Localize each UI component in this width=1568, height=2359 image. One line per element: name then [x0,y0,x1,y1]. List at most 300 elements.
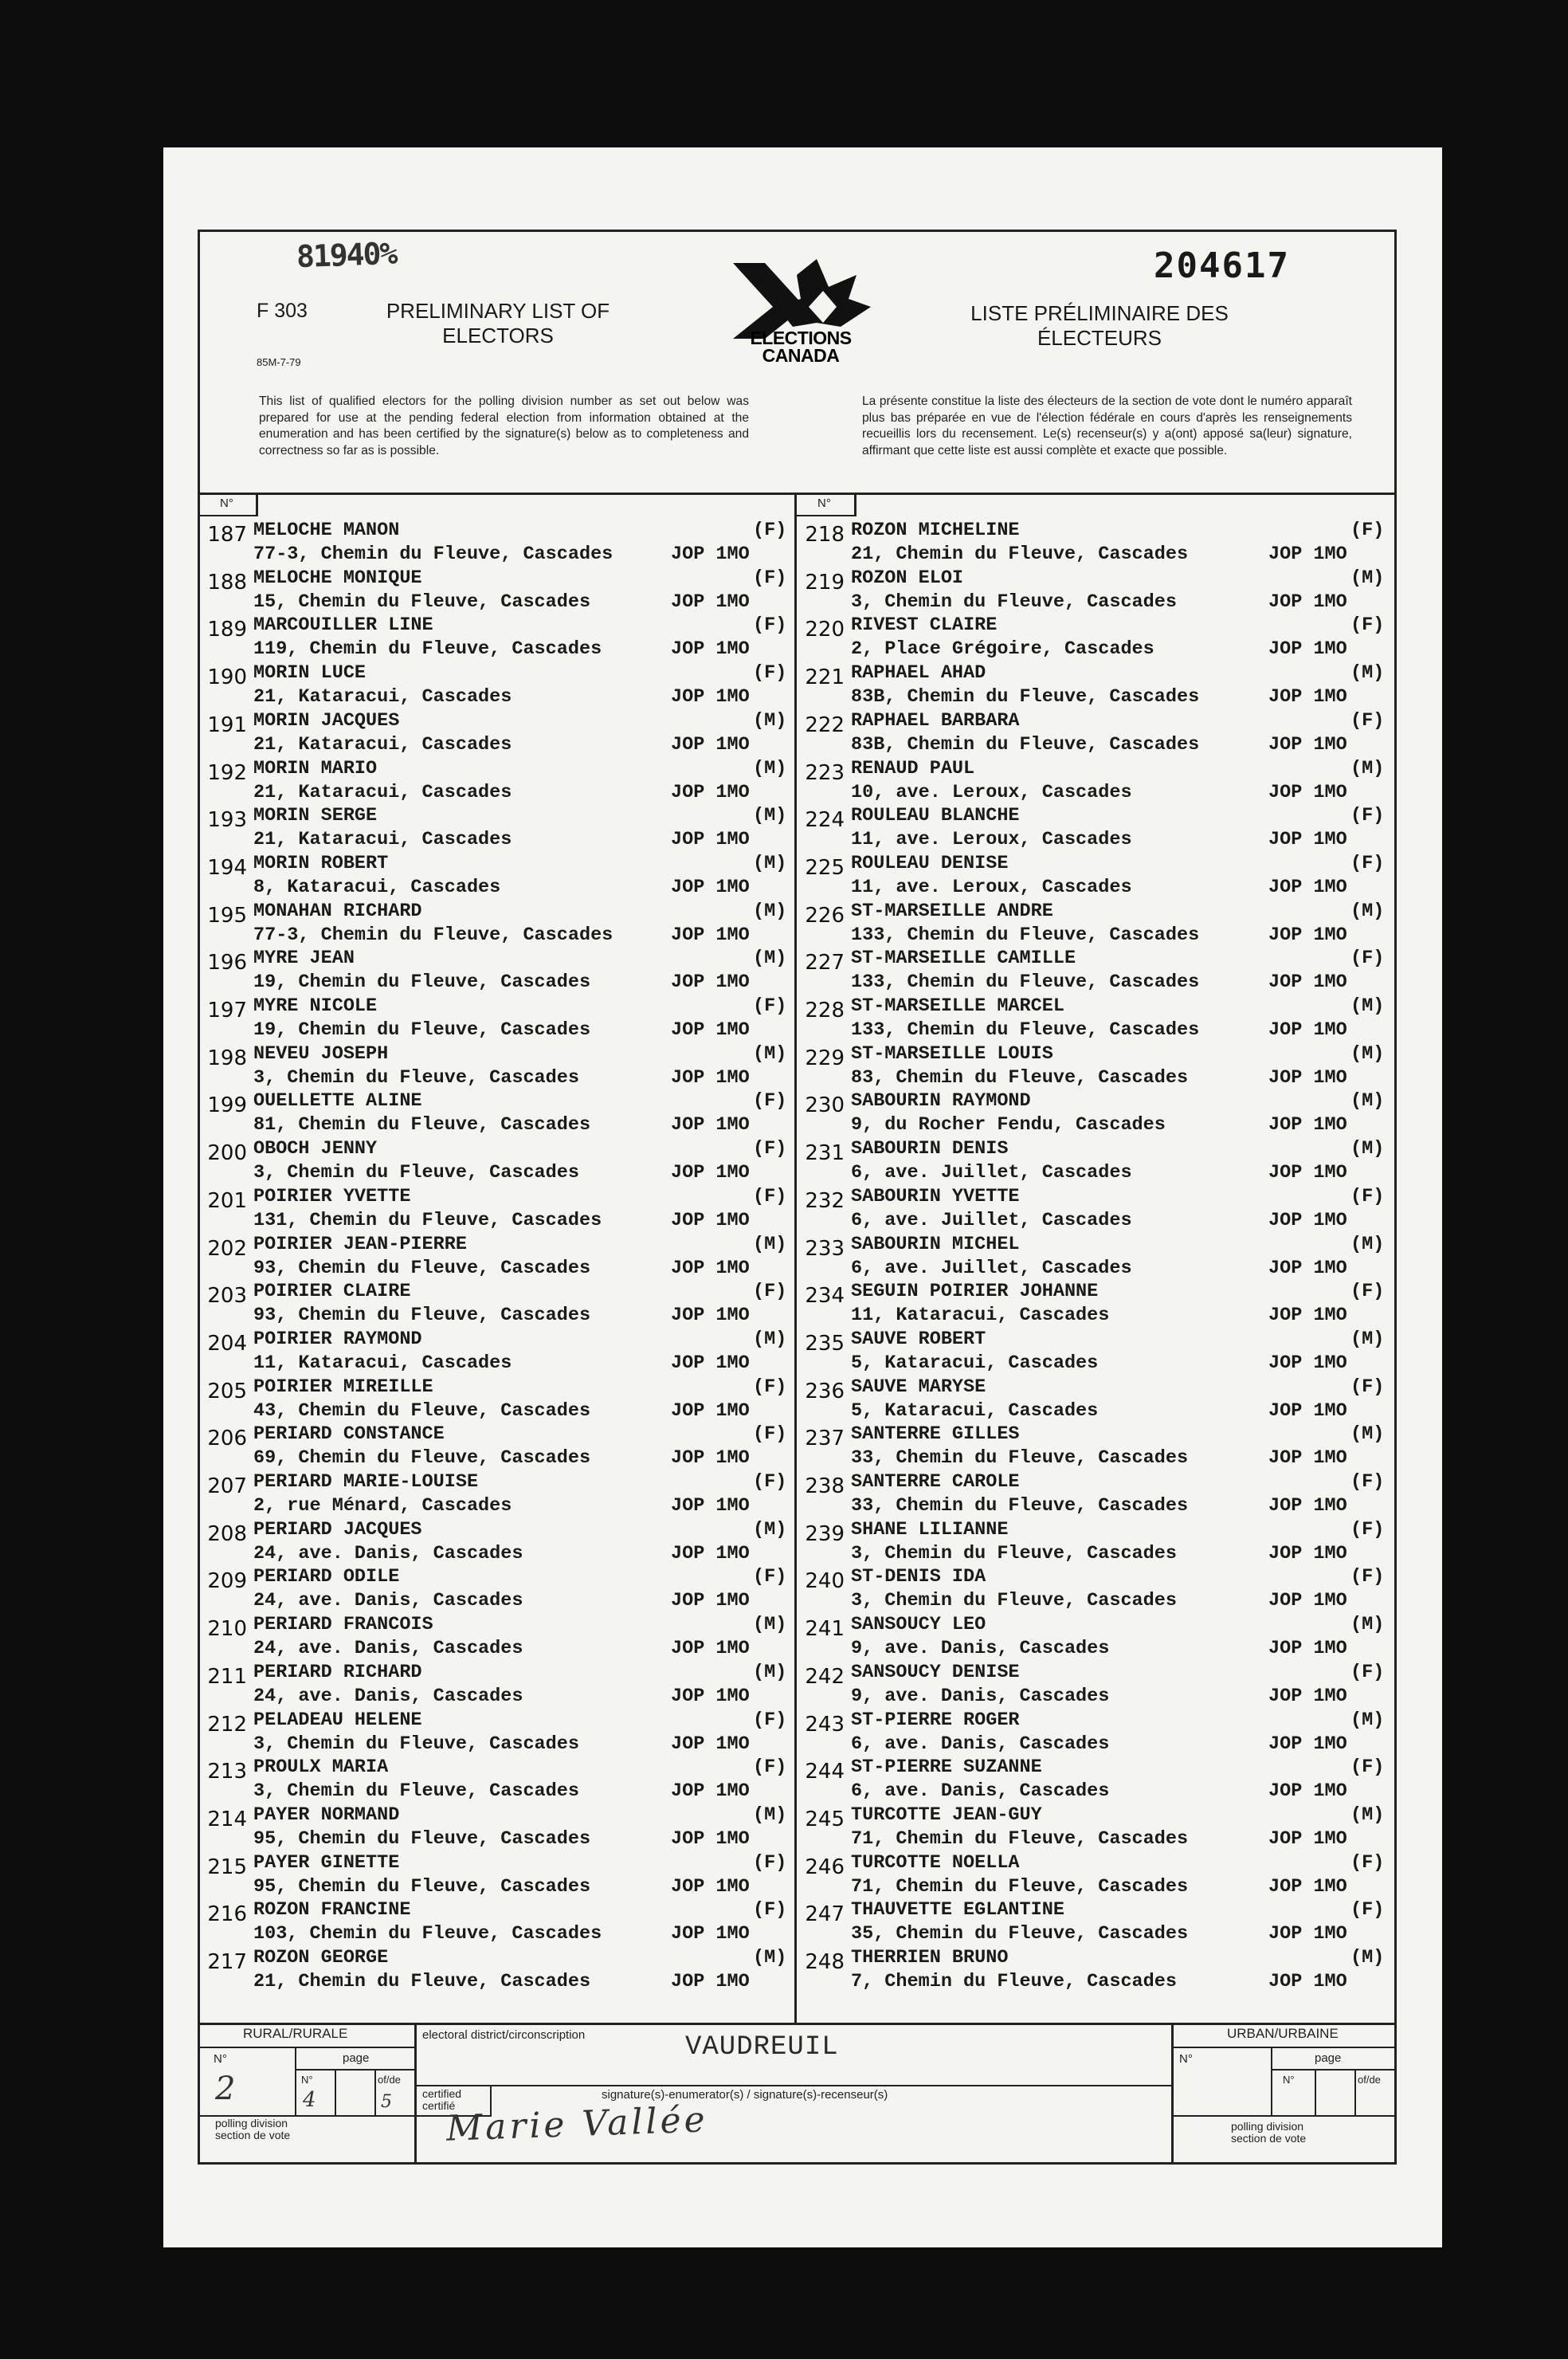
elector-postal-code: JOP 1MO [1268,1638,1347,1660]
elector-name: RENAUD PAUL [851,757,975,779]
elector-address: 6, ave. Danis, Cascades [851,1733,1110,1755]
elector-number: 220 [805,618,845,642]
elector-name: SAUVE ROBERT [851,1328,986,1350]
elector-address: 9, ave. Danis, Cascades [851,1638,1110,1660]
elector-sex: (F) [1350,1756,1385,1779]
elector-sex: (M) [1350,995,1385,1017]
elector-sex: (F) [753,520,787,541]
rural-page-handwritten: 4 [303,2088,316,2112]
elector-sex: (M) [1350,1947,1385,1968]
elector-sex: (F) [753,1709,787,1731]
elector-entry [199,1852,793,1900]
elector-entry [797,1852,1390,1900]
elector-entry [199,567,793,615]
elector-name: ST-MARSEILLE CAMILLE [851,948,1076,970]
elector-entry [199,1186,793,1234]
elector-entry [797,1804,1390,1852]
elector-postal-code: JOP 1MO [1268,924,1347,946]
elector-address: 3, Chemin du Fleuve, Cascades [253,1162,579,1184]
elector-number: 203 [207,1284,247,1309]
signature-handwritten: Marie Vallée [445,2099,709,2149]
elector-name: MONAHAN RICHARD [253,900,422,922]
elector-entry [797,567,1390,615]
elector-address: 11, Kataracui, Cascades [253,1352,512,1374]
elector-number: 214 [207,1807,247,1831]
intro-english: This list of qualified electors for the polling division number as set out below was prepared for use at the pending federal election from information obtained at the enumeration and has been certified by the signature(s) below as to completeness and correctness so far as is possible. [259,394,749,457]
no-header-left: N° [220,497,233,510]
footer-rural-divider [414,2023,417,2165]
elector-entry [797,520,1390,567]
elector-sex: (M) [1350,1614,1385,1636]
elector-postal-code: JOP 1MO [671,686,750,708]
rural-no-small-label: N° [301,2074,313,2086]
elector-address: 5, Kataracui, Cascades [851,1352,1099,1374]
elector-postal-code: JOP 1MO [671,1066,750,1089]
elector-number: 222 [805,712,845,737]
elector-name: OBOCH JENNY [253,1138,378,1160]
elector-sex: (M) [753,709,787,732]
elector-number: 229 [805,1046,845,1070]
elector-postal-code: JOP 1MO [671,1162,750,1184]
elector-postal-code: JOP 1MO [1268,1827,1347,1850]
elector-name: ST-PIERRE ROGER [851,1709,1020,1731]
elector-number: 204 [207,1331,247,1356]
elector-name: SANSOUCY LEO [851,1614,986,1636]
elector-number: 187 [207,523,247,547]
certified-en: certified [422,2087,462,2100]
elector-name: PERIARD MARIE-LOUISE [253,1471,479,1493]
elector-address: 21, Kataracui, Cascades [253,733,512,756]
elector-number: 189 [207,618,247,642]
district-label: electoral district/circonscription [422,2028,586,2042]
elector-name: RAPHAEL BARBARA [851,709,1020,732]
no-box-divider-left [256,493,258,516]
elector-sex: (M) [1350,662,1385,685]
elector-name: SABOURIN MICHEL [851,1233,1020,1255]
elector-number: 245 [805,1807,845,1831]
elector-sex: (F) [753,1851,787,1874]
elector-name: SANTERRE CAROLE [851,1471,1020,1493]
elector-name: MORIN MARIO [253,757,378,779]
elector-postal-code: JOP 1MO [671,1114,750,1136]
elector-number: 232 [805,1188,845,1213]
serial-number: 204617 [1154,245,1290,286]
elector-address: 131, Chemin du Fleuve, Cascades [253,1209,602,1231]
elector-number: 196 [207,951,247,975]
elector-entry [199,614,793,662]
elector-number: 215 [207,1855,247,1879]
elector-address: 77-3, Chemin du Fleuve, Cascades [253,544,613,565]
urban-polling-en: polling division [1231,2120,1304,2133]
rural-no-handwritten: 2 [215,2071,236,2107]
elector-entry [797,662,1390,710]
elector-postal-code: JOP 1MO [671,876,750,898]
elector-address: 19, Chemin du Fleuve, Cascades [253,1019,591,1041]
elector-name: MYRE NICOLE [253,995,378,1017]
elector-sex: (F) [1350,805,1385,827]
elector-number: 238 [805,1474,845,1498]
elector-name: NEVEU JOSEPH [253,1042,389,1065]
elector-sex: (F) [1350,1281,1385,1303]
elector-name: ST-MARSEILLE MARCEL [851,995,1064,1017]
rural-of-handwritten: 5 [381,2092,392,2112]
elector-sex: (F) [1350,1566,1385,1588]
elector-name: TURCOTTE NOELLA [851,1851,1020,1874]
elector-sex: (M) [753,1233,787,1255]
elector-name: ROZON ELOI [851,567,964,589]
elector-entry [199,948,793,995]
elector-name: ST-PIERRE SUZANNE [851,1756,1042,1779]
elector-number: 241 [805,1617,845,1642]
elector-sex: (M) [753,852,787,874]
elector-number: 234 [805,1284,845,1309]
no-box-rule-left [198,515,258,516]
elector-postal-code: JOP 1MO [1268,733,1347,756]
elector-name: MELOCHE MONIQUE [253,567,422,589]
elector-postal-code: JOP 1MO [671,1827,750,1850]
elector-address: 9, du Rocher Fendu, Cascades [851,1114,1166,1136]
urban-no-small-label: N° [1283,2074,1295,2086]
elector-number: 217 [207,1950,247,1974]
elector-name: PAYER NORMAND [253,1804,400,1826]
elector-address: 24, ave. Danis, Cascades [253,1590,523,1612]
elector-sex: (F) [1350,1376,1385,1398]
elector-address: 93, Chemin du Fleuve, Cascades [253,1257,591,1279]
footer-urban-divider [1171,2023,1174,2165]
elector-entry [797,1186,1390,1234]
elector-entry [797,1376,1390,1424]
elector-entry [797,1471,1390,1519]
elector-postal-code: JOP 1MO [1268,1019,1347,1041]
elector-address: 24, ave. Danis, Cascades [253,1542,523,1564]
elector-sex: (M) [753,805,787,827]
elector-postal-code: JOP 1MO [671,1733,750,1755]
urban-no-label: N° [1179,2052,1193,2066]
urban-page-split [1315,2069,1316,2115]
elector-number: 201 [207,1188,247,1213]
elector-sex: (M) [1350,1804,1385,1826]
elector-entry [797,614,1390,662]
elector-name: MARCOUILLER LINE [253,614,433,637]
elector-postal-code: JOP 1MO [671,638,750,661]
elector-entry [199,1899,793,1947]
elector-number: 223 [805,760,845,785]
elector-address: 21, Chemin du Fleuve, Cascades [253,1971,591,1992]
elector-sex: (F) [753,1185,787,1207]
elector-postal-code: JOP 1MO [671,1495,750,1517]
elector-address: 43, Chemin du Fleuve, Cascades [253,1399,591,1422]
elector-postal-code: JOP 1MO [1268,1971,1347,1992]
elector-postal-code: JOP 1MO [1268,1495,1347,1517]
elector-address: 69, Chemin du Fleuve, Cascades [253,1447,591,1470]
rural-no-divider [295,2047,296,2115]
elector-postal-code: JOP 1MO [671,544,750,565]
elector-entry [199,1709,793,1757]
elector-number: 208 [207,1521,247,1546]
table-top-rule [198,493,1397,495]
elector-postal-code: JOP 1MO [671,1971,750,1992]
elector-entry [797,1614,1390,1662]
elector-name: ROULEAU DENISE [851,852,1009,874]
logo-text-canada: CANADA [762,345,840,366]
elector-postal-code: JOP 1MO [671,1923,750,1945]
elector-sex: (F) [753,1090,787,1113]
elector-address: 6, ave. Juillet, Cascades [851,1162,1132,1184]
elector-sex: (F) [1350,1851,1385,1874]
elector-name: SAUVE MARYSE [851,1376,986,1398]
elector-number: 190 [207,665,247,690]
elector-sex: (M) [753,1661,787,1683]
elector-entry [199,1138,793,1186]
elector-postal-code: JOP 1MO [671,733,750,756]
elector-entry [797,995,1390,1043]
elector-postal-code: JOP 1MO [1268,1114,1347,1136]
elector-number: 207 [207,1474,247,1498]
elector-name: OUELLETTE ALINE [253,1090,422,1113]
elector-address: 3, Chemin du Fleuve, Cascades [253,1780,579,1803]
elector-address: 11, ave. Leroux, Cascades [851,876,1132,898]
elector-entry [797,758,1390,806]
elector-postal-code: JOP 1MO [1268,638,1347,661]
elector-entry [199,520,793,567]
urban-page-rule [1271,2069,1397,2071]
elector-address: 83B, Chemin du Fleuve, Cascades [851,733,1200,756]
elector-address: 11, ave. Leroux, Cascades [851,829,1132,851]
elector-address: 93, Chemin du Fleuve, Cascades [253,1305,591,1327]
elector-name: MORIN ROBERT [253,852,389,874]
elector-number: 227 [805,951,845,975]
elector-number: 210 [207,1617,247,1642]
elector-sex: (M) [753,1947,787,1968]
elector-name: ST-DENIS IDA [851,1566,986,1588]
elector-sex: (F) [753,567,787,589]
elector-address: 103, Chemin du Fleuve, Cascades [253,1923,602,1945]
elector-number: 228 [805,999,845,1022]
elector-number: 212 [207,1712,247,1737]
elector-number: 206 [207,1427,247,1451]
form-small-code: 85M-7-79 [257,356,301,368]
elector-number: 205 [207,1379,247,1403]
elector-sex: (F) [753,1138,787,1160]
elector-number: 195 [207,903,247,928]
elector-name: ROZON GEORGE [253,1947,389,1968]
elector-number: 225 [805,855,845,880]
rural-page-split [335,2069,336,2115]
elector-entry [199,1804,793,1852]
elector-postal-code: JOP 1MO [1268,1685,1347,1707]
elector-sex: (F) [753,1899,787,1921]
elector-postal-code: JOP 1MO [671,924,750,946]
elector-entry [797,710,1390,758]
elector-postal-code: JOP 1MO [1268,781,1347,803]
elector-entry [797,1138,1390,1186]
elector-number: 240 [805,1569,845,1594]
title-english: PRELIMINARY LIST OF ELECTORS [386,299,610,347]
elector-postal-code: JOP 1MO [671,1638,750,1660]
elector-number: 224 [805,808,845,833]
elector-name: THERRIEN BRUNO [851,1947,1009,1968]
elector-address: 3, Chemin du Fleuve, Cascades [851,1590,1177,1612]
elector-postal-code: JOP 1MO [1268,1590,1347,1612]
elector-postal-code: JOP 1MO [1268,1542,1347,1564]
elector-entry [199,853,793,901]
elector-sex: (F) [753,1471,787,1493]
elector-number: 213 [207,1760,247,1784]
elector-sex: (M) [753,948,787,970]
elector-entry [797,1329,1390,1376]
elector-postal-code: JOP 1MO [1268,1733,1347,1755]
elector-sex: (F) [1350,852,1385,874]
urban-of-label: of/de [1358,2074,1381,2086]
elector-number: 221 [805,665,845,690]
elector-entry [797,1756,1390,1804]
elector-address: 133, Chemin du Fleuve, Cascades [851,924,1200,946]
elector-address: 71, Chemin du Fleuve, Cascades [851,1827,1189,1850]
elector-entry [199,1566,793,1614]
elector-postal-code: JOP 1MO [1268,1352,1347,1374]
elector-address: 133, Chemin du Fleuve, Cascades [851,1019,1200,1041]
elector-number: 233 [805,1236,845,1261]
elector-address: 33, Chemin du Fleuve, Cascades [851,1495,1189,1517]
elector-entry [199,1234,793,1282]
elector-name: MORIN SERGE [253,805,378,827]
intro-french: La présente constitue la liste des électeurs de la section de vote dont le numéro apparaît plus bas préparée en vue de l'élection fédérale en cours d'après les renseignements recueillis lors du recensement. Le(s) recenseur(s) y a(ont) apposé sa(leur) signature, affirmant que cette liste est aussi complète et exacte que possible. [862,394,1352,457]
elector-postal-code: JOP 1MO [1268,1780,1347,1803]
elector-address: 83, Chemin du Fleuve, Cascades [851,1066,1189,1089]
elector-name: POIRIER RAYMOND [253,1328,422,1350]
title-french: LISTE PRÉLIMINAIRE DES ÉLECTEURS [970,301,1229,350]
elector-address: 6, ave. Danis, Cascades [851,1780,1110,1803]
elector-name: PERIARD ODILE [253,1566,400,1588]
elector-name: ST-MARSEILLE ANDRE [851,900,1053,922]
elector-sex: (F) [753,1376,787,1398]
rural-page-label: page [343,2051,370,2065]
elector-number: 219 [805,570,845,595]
elector-number: 235 [805,1331,845,1356]
elector-name: SHANE LILIANNE [851,1518,1009,1541]
elector-name: RAPHAEL AHAD [851,662,986,685]
urban-of-split [1354,2069,1356,2115]
elector-entry [199,662,793,710]
elector-sex: (F) [753,1281,787,1303]
elector-name: ROULEAU BLANCHE [851,805,1020,827]
elector-sex: (F) [753,1756,787,1779]
elector-sex: (F) [1350,1518,1385,1541]
elector-entry [199,1329,793,1376]
no-box-divider-right [854,493,857,516]
elector-entry [797,901,1390,948]
elector-address: 6, ave. Juillet, Cascades [851,1257,1132,1279]
elector-name: ROZON MICHELINE [851,520,1020,541]
rural-polling-en: polling division [215,2117,288,2129]
elector-name: SEGUIN POIRIER JOHANNE [851,1281,1099,1303]
elector-name: POIRIER YVETTE [253,1185,411,1207]
elector-number: 216 [207,1902,247,1927]
no-box-rule-right [794,515,857,516]
elector-entry [199,758,793,806]
elector-postal-code: JOP 1MO [671,1780,750,1803]
elector-name: PERIARD FRANCOIS [253,1614,433,1636]
elector-address: 21, Kataracui, Cascades [253,686,512,708]
logo-text [721,329,880,364]
elector-sex: (F) [1350,1471,1385,1493]
elector-sex: (M) [1350,567,1385,589]
elector-entry [199,1756,793,1804]
elector-address: 33, Chemin du Fleuve, Cascades [851,1447,1189,1470]
elector-sex: (M) [753,1804,787,1826]
elector-postal-code: JOP 1MO [1268,971,1347,994]
elector-entry [797,1234,1390,1282]
elector-name: POIRIER MIREILLE [253,1376,433,1398]
elector-name: POIRIER JEAN-PIERRE [253,1233,467,1255]
elector-number: 199 [207,1093,247,1118]
elector-number: 236 [805,1379,845,1403]
elector-entry [199,1614,793,1662]
elector-postal-code: JOP 1MO [1268,829,1347,851]
elector-postal-code: JOP 1MO [1268,1209,1347,1231]
urban-polling-rule [1171,2115,1397,2117]
elector-postal-code: JOP 1MO [671,1590,750,1612]
rural-of-split [374,2069,376,2115]
form-code: F 303 [257,300,308,322]
elector-name: POIRIER CLAIRE [253,1281,411,1303]
elector-number: 191 [207,712,247,737]
elector-entry [797,1566,1390,1614]
elector-postal-code: JOP 1MO [1268,1399,1347,1422]
elector-name: SABOURIN YVETTE [851,1185,1020,1207]
elector-address: 35, Chemin du Fleuve, Cascades [851,1923,1189,1945]
logo-text-elections: ELECTIONS [750,328,852,348]
elector-address: 3, Chemin du Fleuve, Cascades [253,1066,579,1089]
elector-sex: (M) [1350,757,1385,779]
elector-sex: (M) [753,1518,787,1541]
no-header-right: N° [817,497,831,510]
elector-number: 192 [207,760,247,785]
elector-entry [797,1947,1390,1995]
elector-address: 24, ave. Danis, Cascades [253,1685,523,1707]
elector-name: PELADEAU HELENE [253,1709,422,1731]
elector-entry [199,1423,793,1471]
urban-label: URBAN/URBAINE [1227,2026,1339,2041]
elector-sex: (F) [1350,948,1385,970]
elector-sex: (F) [1350,1899,1385,1921]
elector-entry [199,1043,793,1091]
elector-sex: (F) [753,614,787,637]
elector-entry [797,1899,1390,1947]
elector-number: 248 [805,1950,845,1974]
certified-fr: certifié [422,2099,456,2112]
elector-entry [199,1090,793,1138]
elector-postal-code: JOP 1MO [671,1542,750,1564]
elector-postal-code: JOP 1MO [1268,1066,1347,1089]
elector-address: 77-3, Chemin du Fleuve, Cascades [253,924,613,946]
district-value: VAUDREUIL [685,2032,839,2063]
elector-sex: (F) [753,1423,787,1446]
elector-number: 202 [207,1236,247,1261]
elector-sex: (M) [1350,900,1385,922]
urban-polling-fr: section de vote [1231,2132,1307,2145]
elector-sex: (F) [1350,1185,1385,1207]
elector-sex: (M) [1350,1138,1385,1160]
elector-address: 21, Chemin du Fleuve, Cascades [851,544,1189,565]
elector-address: 21, Kataracui, Cascades [253,781,512,803]
elector-entry [199,1519,793,1567]
elector-address: 6, ave. Juillet, Cascades [851,1209,1132,1231]
elector-name: MELOCHE MANON [253,520,400,541]
elector-sex: (F) [753,662,787,685]
elector-entry [797,1090,1390,1138]
elector-sex: (M) [753,900,787,922]
